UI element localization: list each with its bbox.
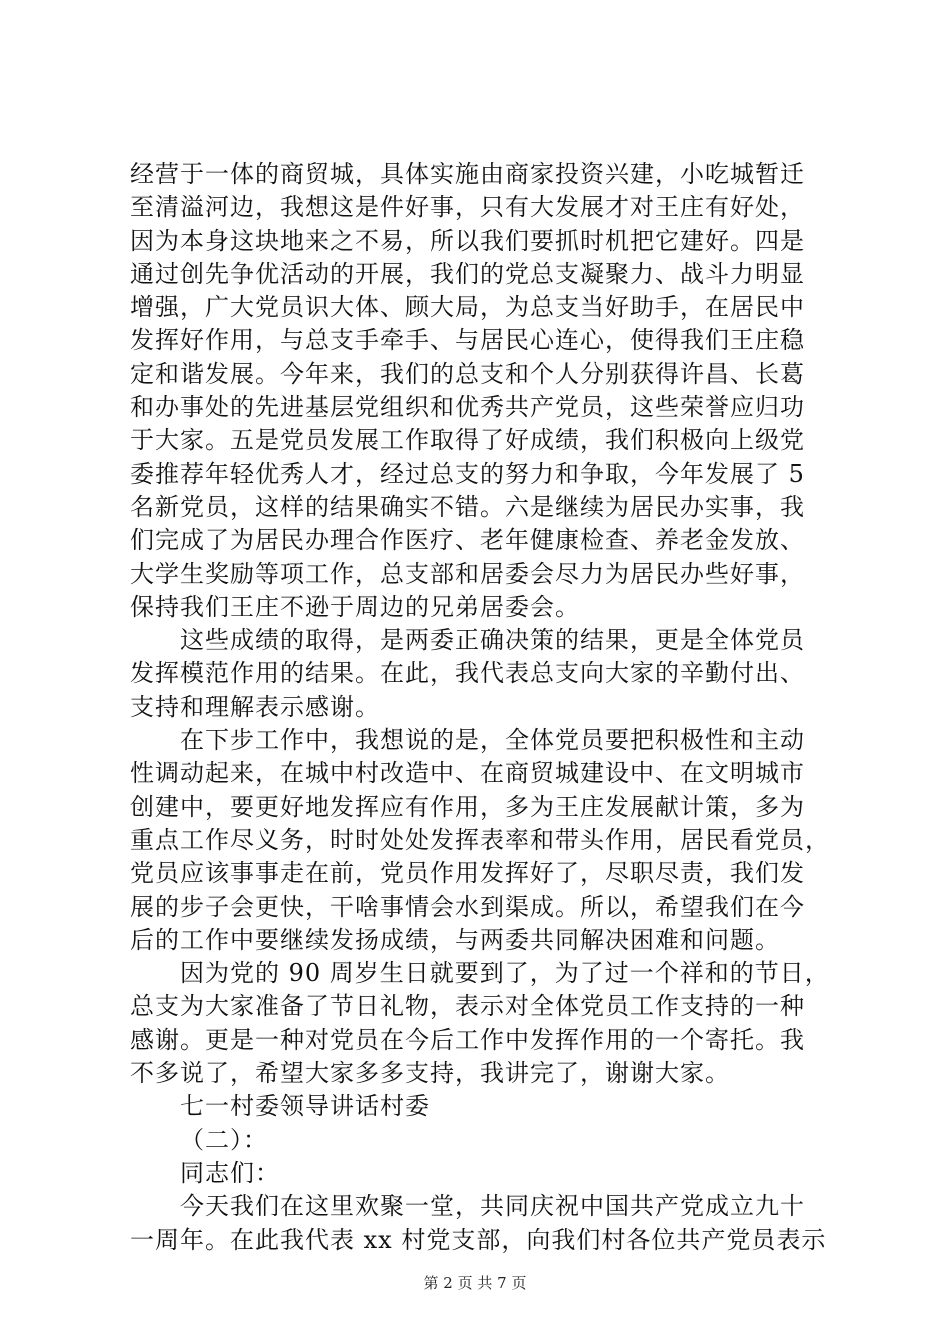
text-line: 于大家。五是党员发展工作取得了好成绩，我们积极向上级党 [130,426,805,455]
text-line: 发挥模范作用的结果。在此，我代表总支向大家的辛勤付出、 [130,659,805,688]
paragraph-first-line: 在下步工作中，我想说的是，全体党员要把积极性和主动 [180,726,805,755]
page-footer: 第 2 页 共 7 页 [423,1274,527,1292]
text-line: 一周年。在此我代表 xx 村党支部，向我们村各位共产党员表示 [130,1225,827,1254]
text-line: 通过创先争优活动的开展，我们的党总支凝聚力、战斗力明显 [130,259,805,288]
text-line: 党员应该事事走在前，党员作用发挥好了，尽职尽责，我们发 [130,859,805,888]
text-line: 感谢。更是一种对党员在今后工作中发挥作用的一个寄托。我 [130,1025,805,1054]
text-line: 发挥好作用，与总支手牵手、与居民心连心，使得我们王庄稳 [130,326,805,355]
text-line: 大学生奖励等项工作，总支部和居委会尽力为居民办些好事， [130,559,805,588]
text-line: 性调动起来，在城中村改造中、在商贸城建设中、在文明城市 [130,759,805,788]
text-line: 重点工作尽义务，时时处处发挥表率和带头作用，居民看党员， [130,825,830,854]
text-line: 至清溢河边，我想这是件好事，只有大发展才对王庄有好处， [130,193,805,222]
text-line: 因为本身这块地来之不易，所以我们要抓时机把它建好。四是 [130,226,805,255]
text-line: 总支为大家准备了节日礼物，表示对全体党员工作支持的一种 [130,992,805,1021]
salutation: 同志们： [180,1158,280,1187]
text-line: 增强，广大党员识大体、顾大局，为总支当好助手，在居民中 [130,293,805,322]
text-line: 们完成了为居民办理合作医疗、老年健康检查、养老金发放、 [130,526,805,555]
text-line: 定和谐发展。今年来，我们的总支和个人分别获得许昌、长葛 [130,359,805,388]
text-line: 保持我们王庄不逊于周边的兄弟居委会。 [130,592,580,621]
text-line: 名新党员，这样的结果确实不错。六是继续为居民办实事，我 [130,492,805,521]
text-line: 不多说了，希望大家多多支持，我讲完了，谢谢大家。 [130,1059,730,1088]
section-title: 七一村委领导讲话村委 [180,1092,430,1121]
paragraph-first-line: 因为党的 90 周岁生日就要到了，为了过一个祥和的节日， [180,959,830,988]
text-line: 后的工作中要继续发扬成绩，与两委共同解决困难和问题。 [130,925,780,954]
text-line: 展的步子会更快，干啥事情会水到渠成。所以，希望我们在今 [130,892,805,921]
text-line: 支持和理解表示感谢。 [130,692,380,721]
text-line: 委推荐年轻优秀人才，经过总支的努力和争取，今年发展了 5 [130,459,805,488]
document-body [130,158,830,1257]
text-line: 经营于一体的商贸城，具体实施由商家投资兴建，小吃城暂迁 [130,160,805,188]
text-line: 创建中，要更好地发挥应有作用，多为王庄发展献计策，多为 [130,792,805,821]
text-line: 和办事处的先进基层党组织和优秀共产党员，这些荣誉应归功 [130,393,805,422]
paragraph-first-line: 这些成绩的取得，是两委正确决策的结果，更是全体党员 [180,626,805,655]
paragraph-first-line: 今天我们在这里欢聚一堂，共同庆祝中国共产党成立九十 [180,1192,805,1221]
section-subtitle: （二）： [180,1125,268,1154]
